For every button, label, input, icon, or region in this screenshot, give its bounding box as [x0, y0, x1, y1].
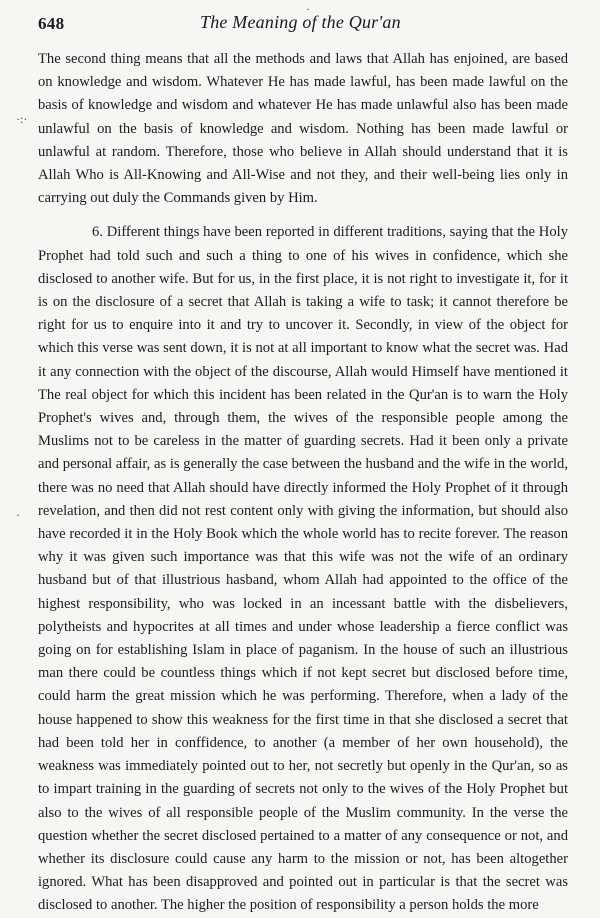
paragraph-2-note-6: 6. Different things have been reported in different traditions, saying that the Holy Prophet had told such and such a thing to one of his wives in confidence, which she disclosed to another wife. But for us, in the first place, it is not right to investigate it, for it is on the disclosure of a secret that Allah is taking a wife to task; it cannot therefore be right for us to enquire into it and try to uncover it. Secondly, in view of the object for which this verse was sent down, it is not at all important to know what the secret was. Had it any connection with the object of the discourse, Allah would Himself have mentioned it The real object for which this incident has been related in the Qur'an is to warn the Holy Prophet's wives and, through them, the wives of the responsible people among the Muslims not to be careless in the matter of guarding secrets. Had it been only a private and personal affair, as is generally the case between the husband and the wife in the world, there was no need that Allah should have directly informed the Holy Prophet of it through revelation, and then did not rest content only with giving the information, but should also have recorded it in the Holy Book which the whole world has to recite forever. The reason why it was given such importance was that this wife was not the wife of an ordinary husband but of that illustrious hasband, whom Allah had appointed to the office of the highest responsibility, who was locked in an incessant battle with the disbelievers, polytheists and hypocrites at all times and under whose leadership a fierce conflict was going on for establishing Islam in place of paganism. In the house of such an illustrious man there could be countless things which if not kept secret but disclosed before time, could harm the great mission which he was performing. Therefore, when a lady of the house happened to show this weakness for the first time in that she disclosed a secret that had been told her in conffidence, to another (a member of her own household), the weakness was immediately pointed out to her, not secretly but openly in the Qur'an, so as to impart training in the guarding of secrets not only to the wives of the Holy Prophet but also to the wives of all responsible people of the Muslim community. In the verse the question whether the secret disclosed pertained to a matter of any consequence or not, and whether its disclosure could cause any harm to the mission or not, has been altogether ignored. What has been disapproved and pointed out in particular is that the secret was disclosed to another. The higher the position of responsibility a person holds the more — [38, 224, 568, 914]
running-title: The Meaning of the Qur'an — [200, 12, 401, 32]
page-header — [0, 6, 600, 32]
paragraph-1: The second thing means that all the methods and laws that Allah has enjoined, are based on knowledge and wisdom. Whatever He has made lawful, has been made lawful on the basis of knowledge and wisdom and whatever He has made unlawful also has been made unlawful on the basis of knowledge and wisdom. Nothing has been made lawful or unlawful at random. Therefore, those who believe in Allah should understand that it is Allah Who is All-Knowing and All-Wise and not they, and their well-being lies only in carrying out duly the Commands given by Him. — [38, 51, 568, 207]
page-number: 648 — [38, 14, 65, 33]
margin-mark-middle: · — [16, 508, 20, 522]
body-text — [38, 48, 568, 918]
title-ink-dot: · — [306, 2, 310, 16]
margin-mark-top: ·:· — [16, 112, 28, 126]
